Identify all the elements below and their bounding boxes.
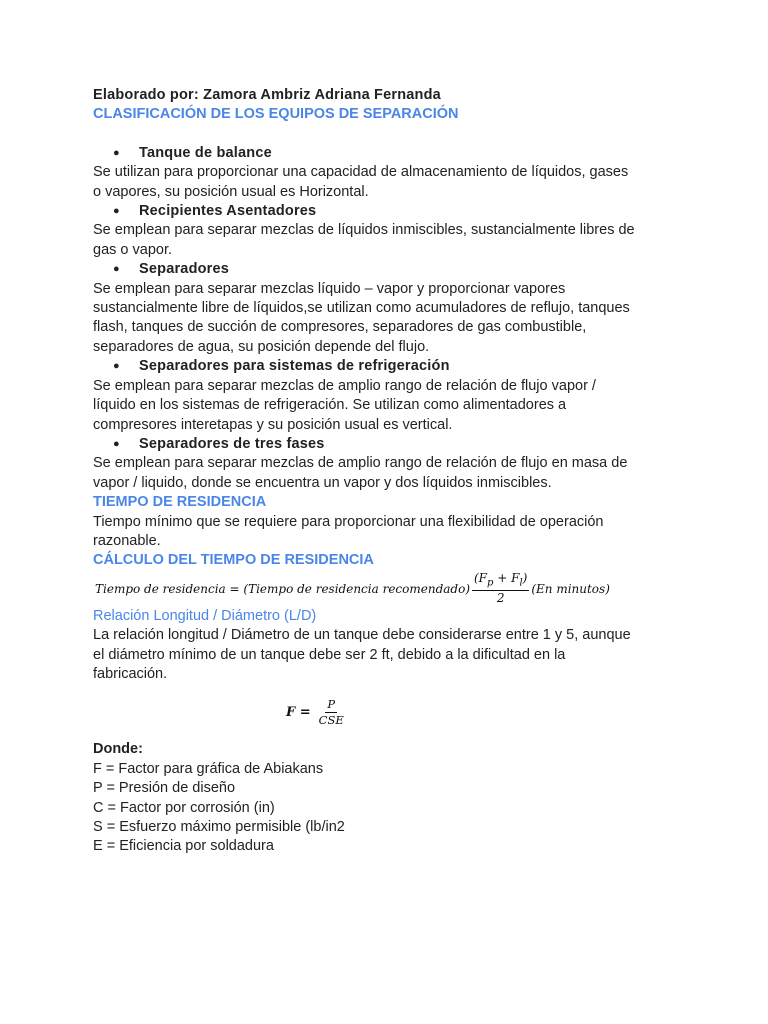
bullet-label: Separadores para sistemas de refrigeración: [139, 358, 450, 375]
residence-time-formula: [95, 571, 683, 607]
section-heading: Relación Longitud / Diámetro (L/D): [93, 607, 317, 624]
formula-fraction: [472, 571, 529, 606]
donde-label: Donde:: [93, 741, 143, 758]
bullet-label: Separadores de tres fases: [139, 435, 325, 452]
definition-item: S = Esfuerzo máximo permisible (lb/in2: [93, 819, 345, 835]
bullet-icon: ●: [113, 360, 120, 373]
paragraph-line: vapor / liquido, donde se encuentra un vapor y dos líquidos inmiscibles.: [93, 474, 552, 491]
formula-denominator: 2: [496, 591, 505, 606]
formula-numerator: P: [327, 696, 336, 711]
section-heading: CÁLCULO DEL TIEMPO DE RESIDENCIA: [93, 552, 374, 569]
bullet-label: Tanque de balance: [139, 144, 272, 161]
formula-tail: (En minutos): [531, 581, 610, 596]
bullet-item: [93, 357, 683, 376]
bullet-icon: ●: [113, 263, 120, 276]
formula-fraction: [319, 697, 344, 728]
formula-lhs: Tiempo de residencia = (Tiempo de residencia recomendado): [95, 581, 470, 596]
bullet-icon: ●: [113, 146, 120, 159]
paragraph-line: Se emplean para separar mezclas líquido – vapor y proporcionar vapores: [93, 280, 566, 297]
paragraph-line: Se emplean para separar mezclas de líquidos inmiscibles, sustancialmente libres de: [93, 222, 635, 239]
page-title: CLASIFICACIÓN DE LOS EQUIPOS DE SEPARACIÓN: [93, 106, 459, 123]
paragraph-line: gas o vapor.: [93, 241, 172, 258]
bullet-item: [93, 435, 683, 454]
factor-formula: [286, 684, 683, 740]
bullet-label: Recipientes Asentadores: [139, 203, 317, 220]
bullet-label: Separadores: [139, 261, 230, 278]
document-page: [93, 86, 683, 857]
paragraph-line: razonable.: [93, 532, 161, 549]
paragraph-line: fabricación.: [93, 665, 168, 682]
definition-item: P = Presión de diseño: [93, 780, 236, 797]
paragraph-line: o vapores, su posición usual es Horizontal.: [93, 183, 369, 200]
definition-item: C = Factor por corrosión (in): [93, 799, 275, 816]
paragraph-line: el diámetro mínimo de un tanque debe ser 2 ft, debido a la dificultad en la: [93, 646, 566, 663]
definition-item: E = Eficiencia por soldadura: [93, 838, 274, 855]
paragraph-line: sustancialmente libre de líquidos,se utilizan como acumuladores de reflujo, tanques: [93, 300, 630, 317]
paragraph-line: La relación longitud / Diámetro de un tanque debe considerarse entre 1 y 5, aunque: [93, 627, 631, 644]
paragraph-line: separadores de agua, su posición depende del flujo.: [93, 338, 430, 355]
author-line: Elaborado por: Zamora Ambriz Adriana Fernanda: [93, 87, 441, 103]
section-heading: TIEMPO DE RESIDENCIA: [93, 494, 267, 511]
paragraph-line: Se utilizan para proporcionar una capacidad de almacenamiento de líquidos, gases: [93, 164, 629, 181]
bullet-item: [93, 260, 683, 279]
paragraph-line: líquido en los sistemas de refrigeración. Se utilizan como alimentadores a: [93, 397, 567, 414]
bullet-icon: ●: [113, 437, 120, 450]
bullet-item: [93, 202, 683, 221]
definition-item: F = Factor para gráfica de Abiakans: [93, 760, 324, 777]
bullet-item: [93, 144, 683, 163]
paragraph-line: compresores interetapas y su posición usual es vertical.: [93, 416, 453, 433]
blank-line: [93, 125, 683, 144]
paragraph-line: Se emplean para separar mezclas de amplio rango de relación de flujo vapor /: [93, 377, 596, 394]
paragraph-line: flash, tanques de succión de compresores, separadores de gas combustible,: [93, 319, 587, 336]
paragraph-line: Se emplean para separar mezclas de amplio rango de relación de flujo en masa de: [93, 455, 628, 472]
formula-lhs: F =: [286, 704, 311, 720]
bullet-icon: ●: [113, 205, 120, 218]
formula-denominator: CSE: [318, 712, 344, 727]
formula-numerator: $(F_p + F_l)$: [472, 571, 529, 591]
paragraph-line: Tiempo mínimo que se requiere para proporcionar una flexibilidad de operación: [93, 513, 604, 530]
